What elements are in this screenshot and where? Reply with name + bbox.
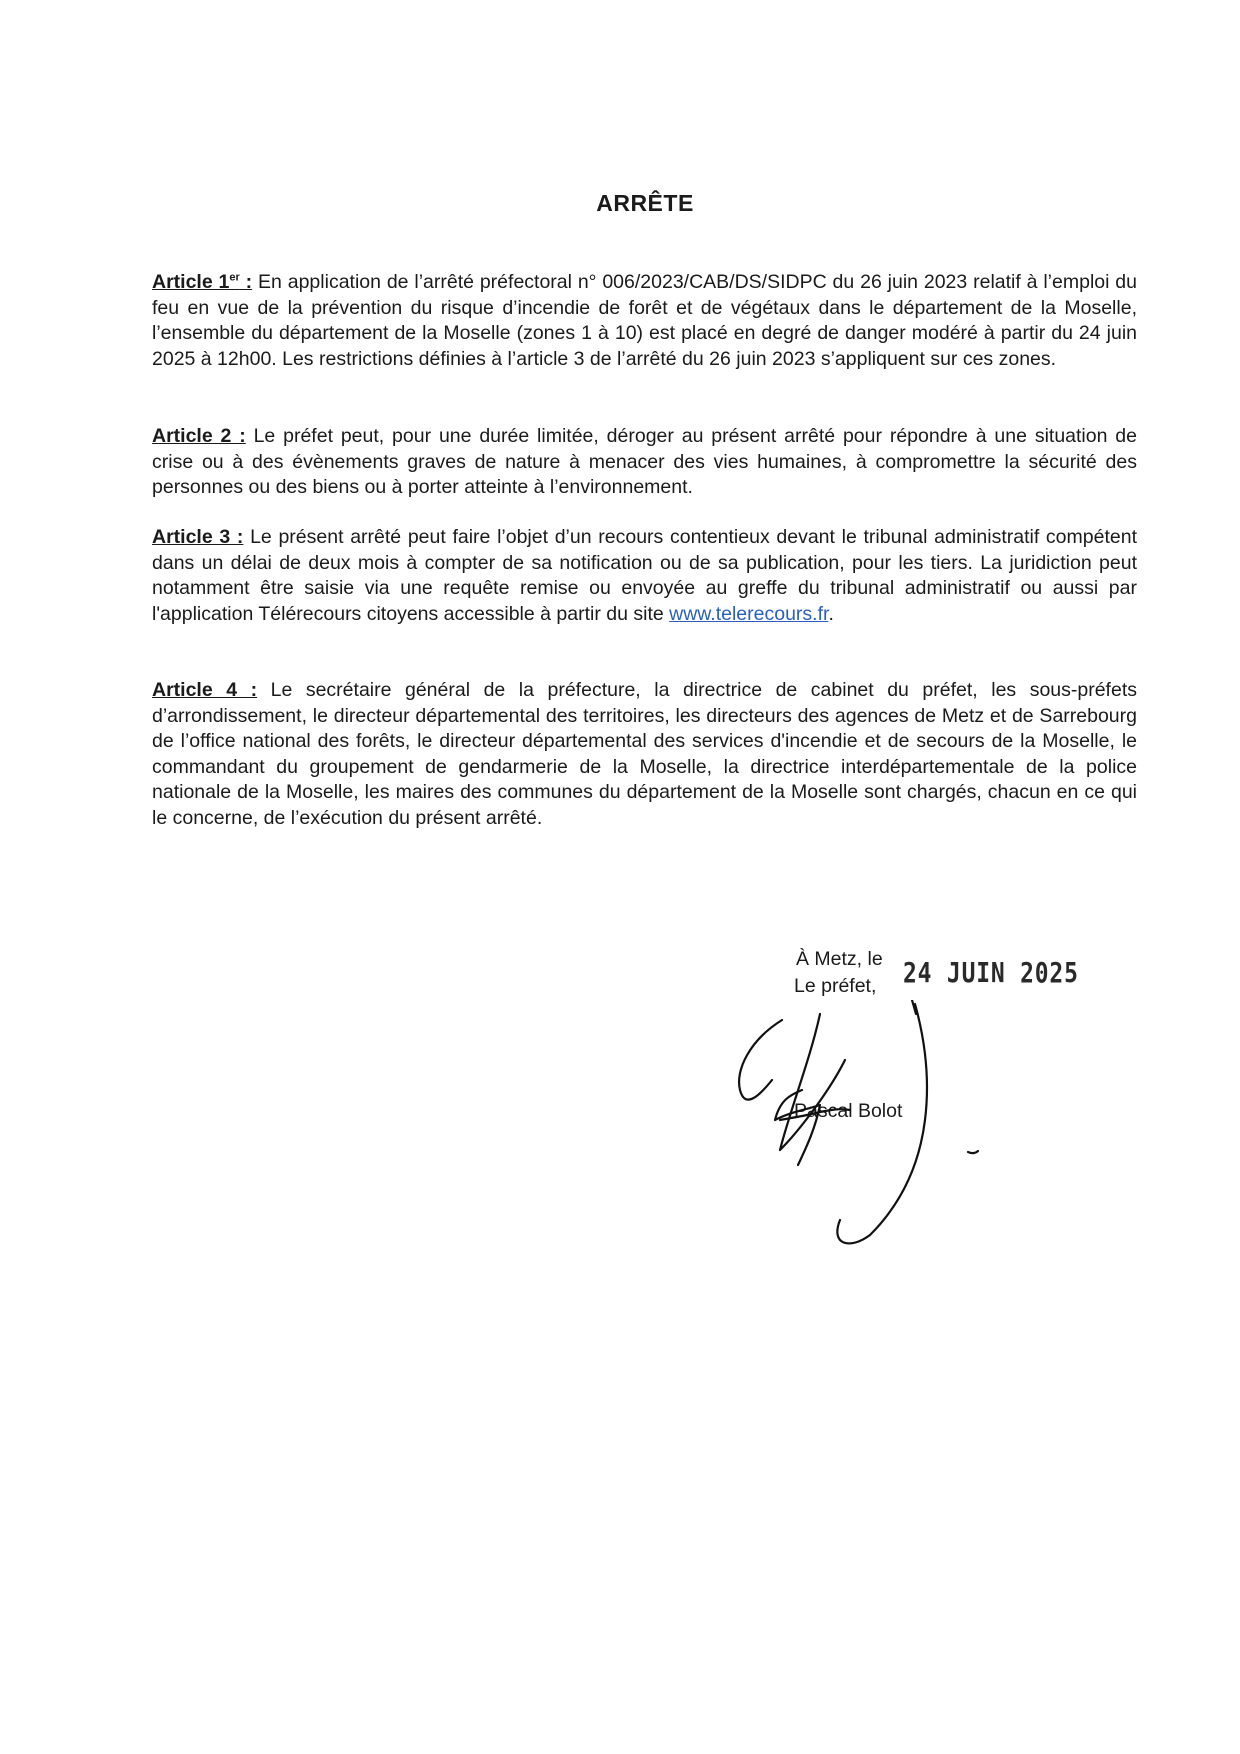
signature-stroke-5 <box>837 1004 927 1243</box>
telerecours-link[interactable]: www.telerecours.fr <box>669 602 829 625</box>
document-title: ARRÊTE <box>596 190 694 216</box>
article-1-label-text: Article 1 <box>152 271 230 293</box>
article-3-text-end: . <box>828 602 834 625</box>
signature-role: Le préfet, <box>794 975 877 997</box>
signature-stroke-3 <box>775 1090 820 1165</box>
article-2 <box>152 424 1137 501</box>
signatory-name: Pascal Bolot <box>794 1100 903 1122</box>
handwritten-signature <box>720 1000 990 1260</box>
article-2-label: Article 2 : <box>152 425 246 447</box>
article-3-text: Le présent arrêté peut faire l’objet d’un recours contentieux devant le tribunal administratif compétent dans un délai de deux mois à compter de sa notification ou de sa publication, pour les tiers. La juridiction peut notamment être saisie via une requête remise ou envoyée au greffe du tribunal administratif ou aussi par l'application Télérecours citoyens accessible à partir du site <box>152 526 1137 625</box>
signature-stroke-1 <box>739 1020 782 1100</box>
article-1-label <box>152 271 252 293</box>
signature-stroke-7 <box>968 1151 978 1153</box>
date-stamp: 24 JUIN 2025 <box>903 956 1079 989</box>
article-3-label: Article 3 : <box>152 526 244 548</box>
article-1-label-sup: er <box>229 271 240 284</box>
article-4-label: Article 4 : <box>152 679 258 701</box>
article-4 <box>152 678 1137 832</box>
article-1 <box>152 270 1137 372</box>
signature-place: À Metz, le <box>796 948 883 970</box>
article-1-label-suffix: : <box>239 271 253 293</box>
article-1-text: En application de l’arrêté préfectoral n° 006/2023/CAB/DS/SIDPC du 26 juin 2023 relatif à l’emploi du feu en vue de la prévention du risque d’incendie de forêt et de végétaux dans le département de la Moselle, l’ensemble du département de la Moselle (zones 1 à 10) est placé en degré de danger modéré à partir du 24 juin 2025 à 12h00. Les restrictions définies à l’article 3 de l’arrêté du 26 juin 2023 s’appliquent sur ces zones. <box>152 271 1137 370</box>
article-2-text: Le préfet peut, pour une durée limitée, déroger au présent arrêté pour répondre à une situation de crise ou à des évènements graves de nature à menacer des vies humaines, à compromettre la sécurité des personnes ou des biens ou à porter atteinte à l’environnement. <box>152 425 1137 499</box>
article-4-text: Le secrétaire général de la préfecture, la directrice de cabinet du préfet, les sous-préfets d’arrondissement, le directeur départemental des territoires, les directeurs des agences de Metz et de Sarrebourg de l’office national des forêts, le directeur départemental des services d'incendie et de secours de la Moselle, le commandant du groupement de gendarmerie de la Moselle, la directrice interdépartementale de la police nationale de la Moselle, les maires des communes du département de la Moselle sont chargés, chacun en ce qui le concerne, de l’exécution du présent arrêté. <box>152 679 1137 829</box>
article-3 <box>152 525 1137 627</box>
